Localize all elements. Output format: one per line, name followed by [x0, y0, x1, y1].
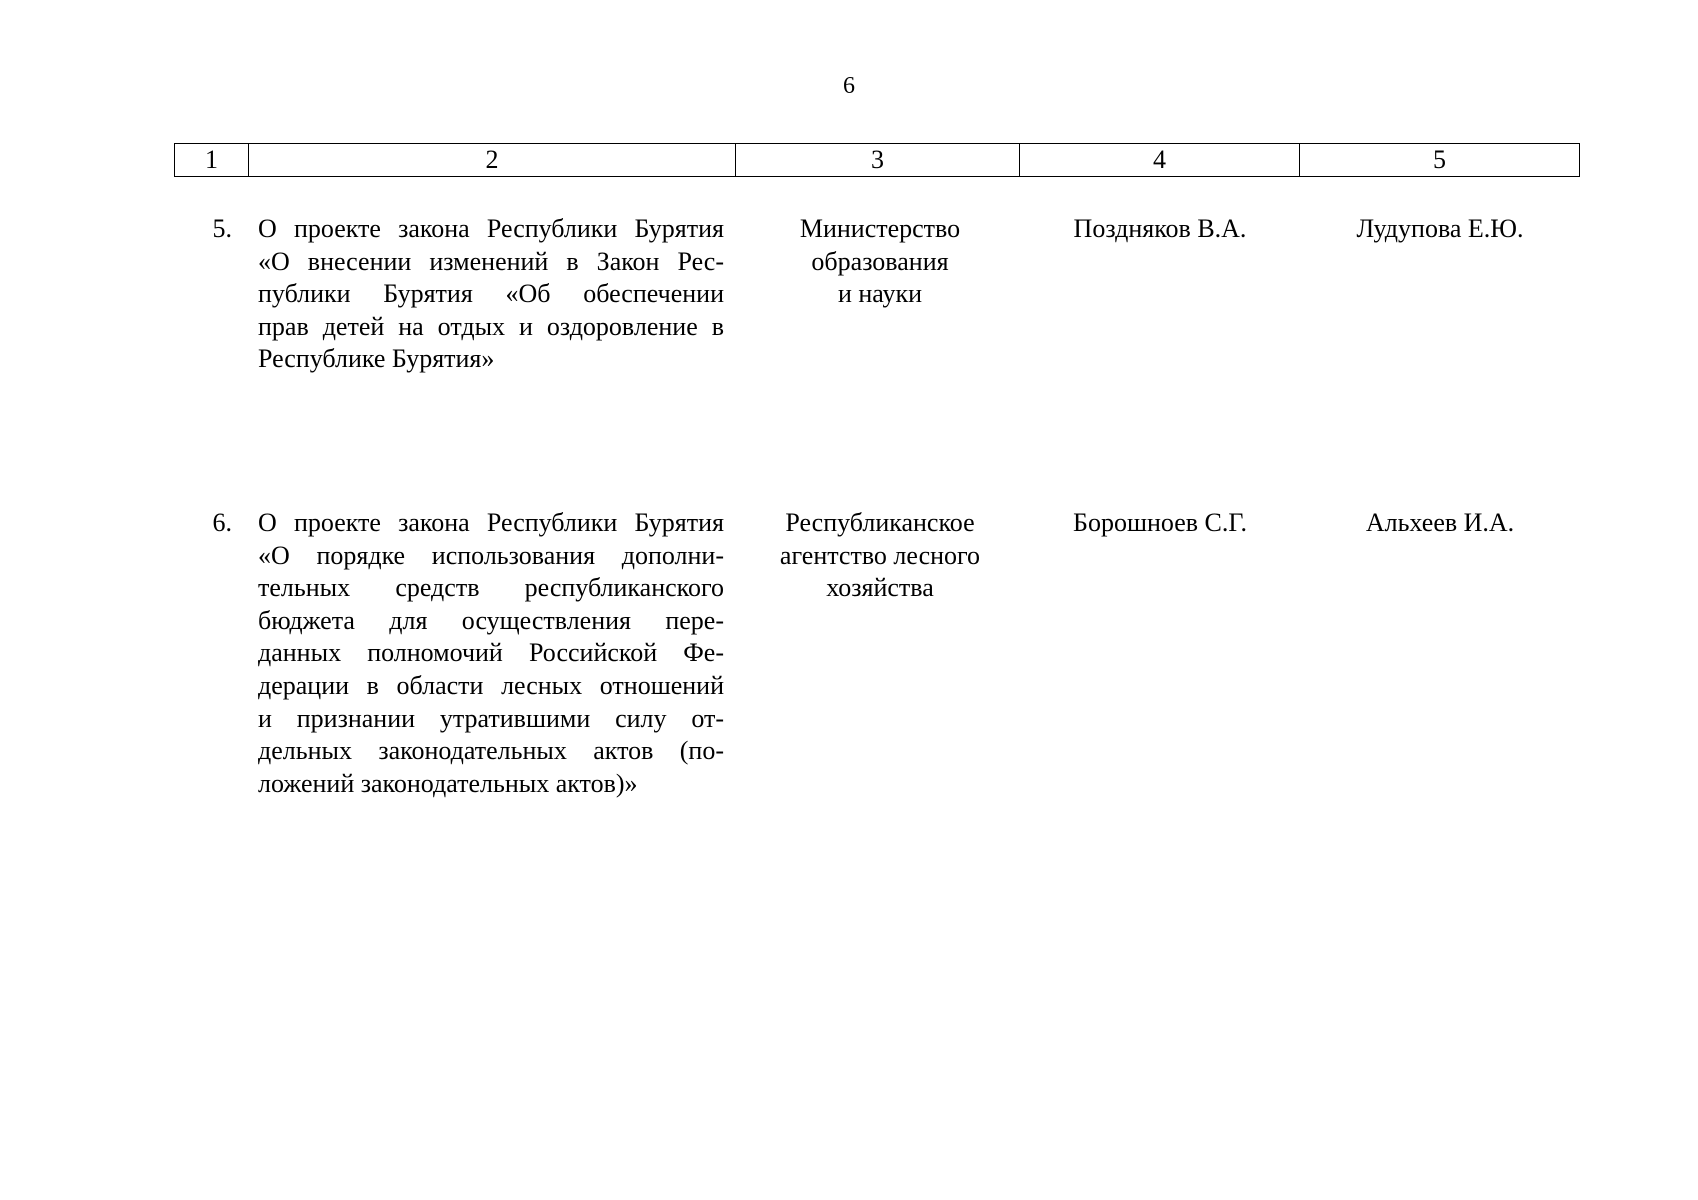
title-line: дерации в области лесных отношений — [258, 670, 724, 700]
title-line: и признании утратившими силу от- — [258, 703, 724, 733]
org-line: Министерство — [799, 214, 961, 243]
title-line: О проекте закона Республики Бурятия — [258, 508, 724, 537]
responsible-person: Лудупова Е.Ю. — [1356, 214, 1524, 243]
title-line: публики Бурятия «Об обеспечении — [258, 279, 724, 309]
page-number: 6 — [843, 73, 855, 99]
row-number: 6. — [212, 508, 232, 537]
responsible-person: Альхеев И.А. — [1365, 508, 1515, 537]
org-line: хозяйства — [826, 573, 934, 603]
speaker: Поздняков В.А. — [1073, 214, 1247, 243]
header-col-3: 3 — [736, 144, 1020, 176]
title-line: дельных законодательных актов (по- — [258, 736, 724, 766]
org-line: и науки — [837, 279, 923, 309]
row-number: 5. — [212, 214, 232, 243]
title-line: Республике Бурятия» — [258, 344, 495, 374]
header-col-2: 2 — [249, 144, 736, 176]
title-line: ложений законодательных актов)» — [258, 768, 638, 798]
org-line: агентство лесного — [779, 540, 981, 570]
title-line: прав детей на отдых и оздоровление в — [258, 311, 724, 341]
title-line: данных полномочий Российской Фе- — [258, 638, 724, 668]
org-line: Республиканское — [785, 508, 975, 537]
column-number-header — [174, 143, 1580, 177]
title-line: тельных средств республиканского — [258, 573, 724, 603]
bill-title — [258, 213, 724, 376]
speaker: Борошноев С.Г. — [1073, 508, 1247, 537]
header-col-4: 4 — [1020, 144, 1300, 176]
responsible-organization — [748, 507, 1012, 605]
bill-title — [258, 507, 724, 800]
title-line: «О порядке использования дополни- — [258, 540, 724, 570]
title-line: О проекте закона Республики Бурятия — [258, 214, 724, 243]
title-line: «О внесении изменений в Закон Рес- — [258, 246, 724, 276]
header-col-1: 1 — [175, 144, 249, 176]
header-col-5: 5 — [1433, 145, 1446, 174]
responsible-organization — [748, 213, 1012, 311]
title-line: бюджета для осуществления пере- — [258, 605, 724, 635]
org-line: образования — [811, 246, 949, 276]
